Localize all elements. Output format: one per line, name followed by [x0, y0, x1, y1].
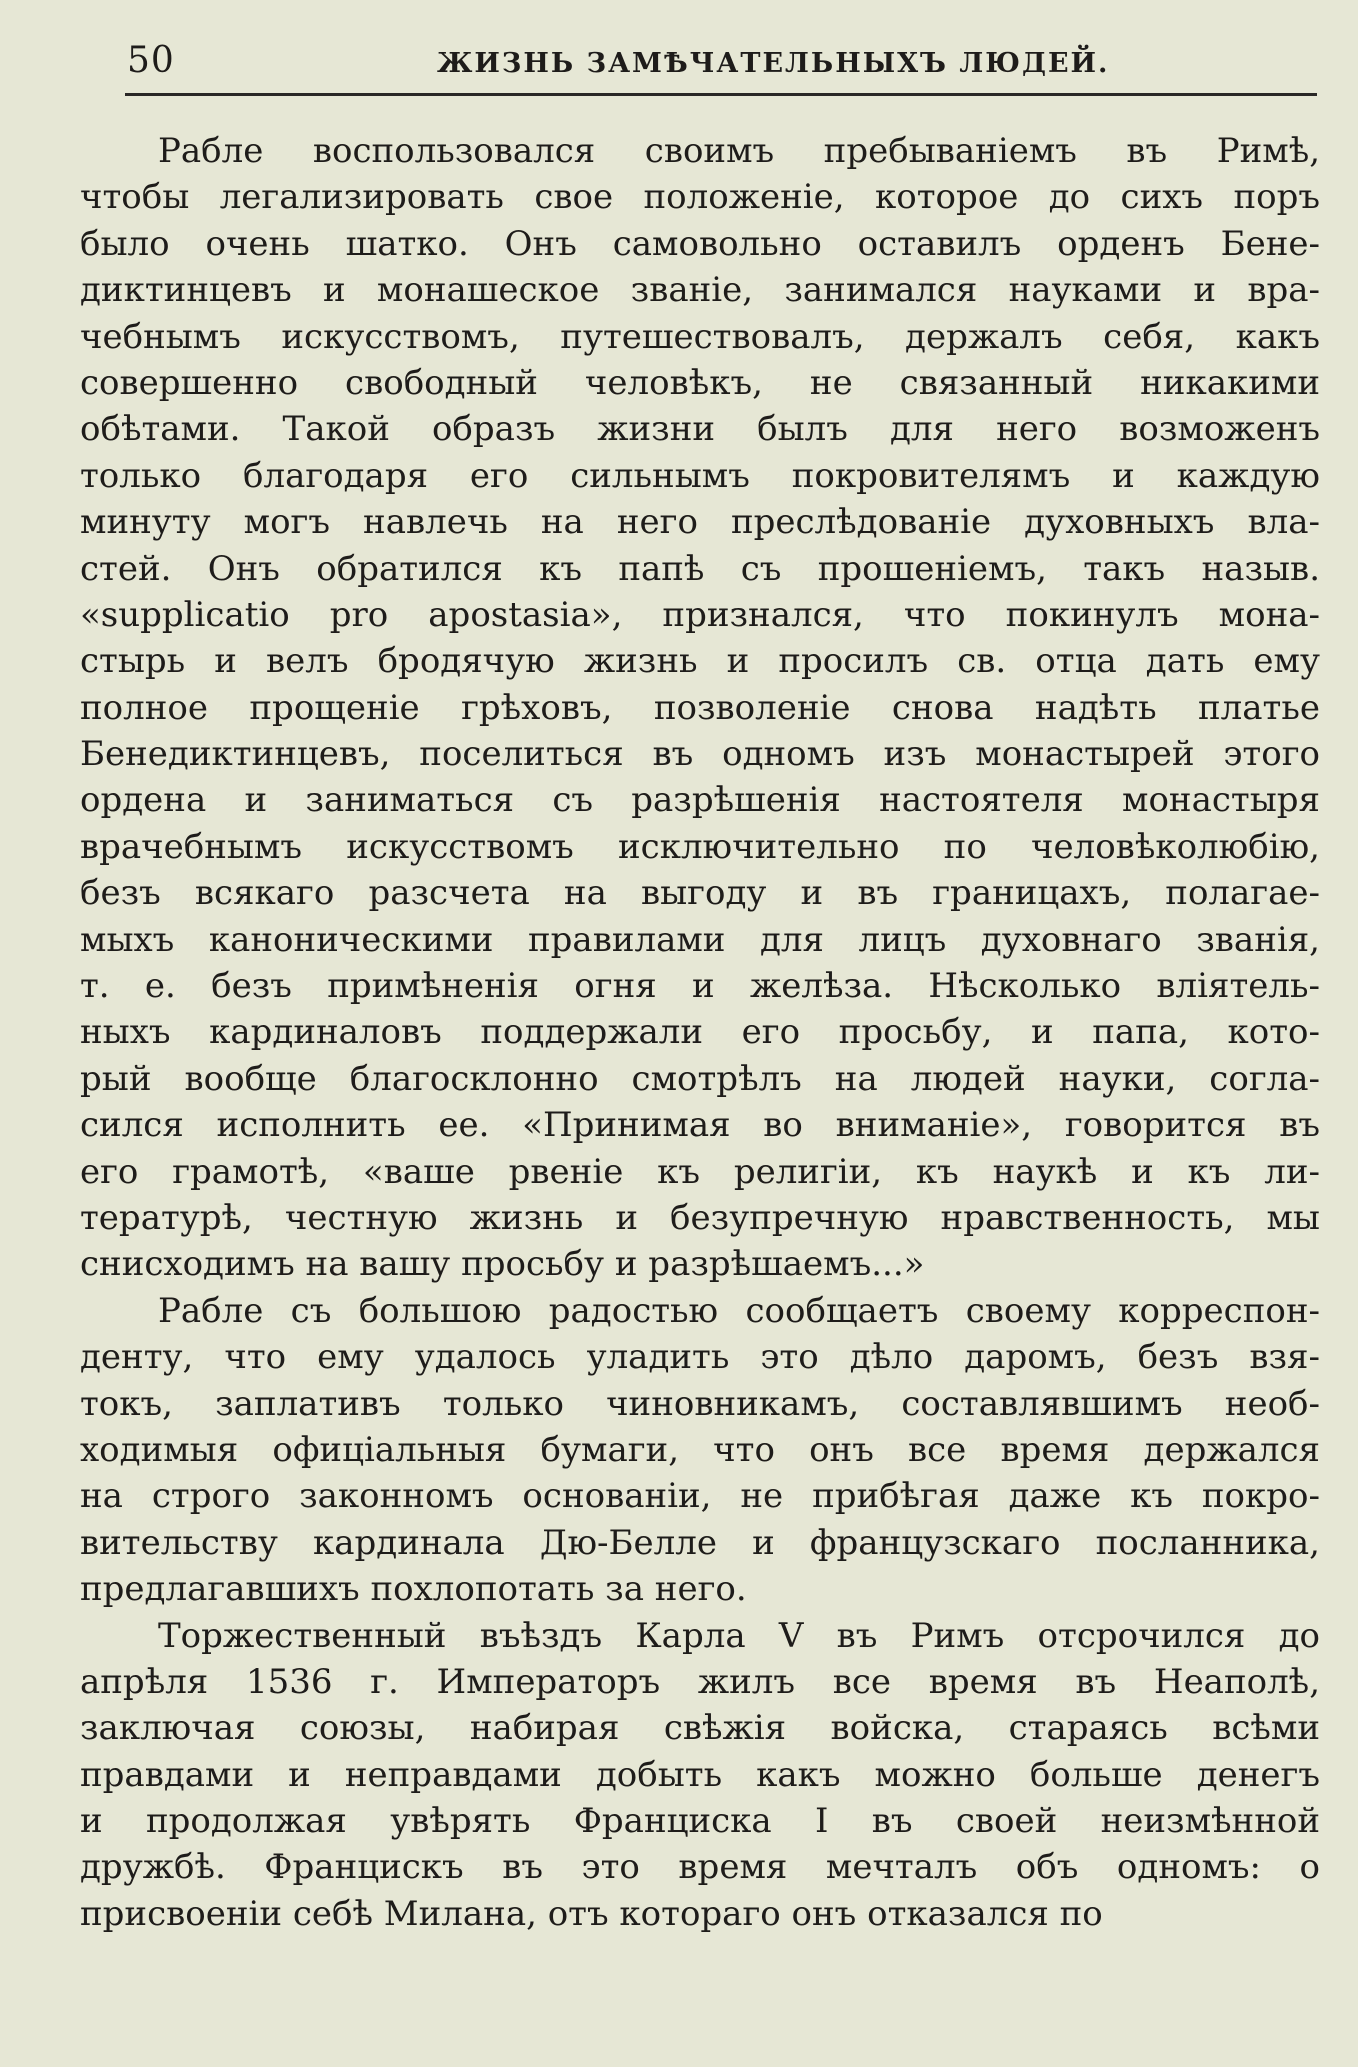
text-line: на строго законномъ основаніи, не прибѣгая даже къ покро-: [80, 1476, 1320, 1517]
text-line: дружбѣ. Францискъ въ это время мечталъ объ одномъ: о: [80, 1847, 1320, 1888]
text-line: чебнымъ искусствомъ, путешествовалъ, держалъ себя, какъ: [80, 316, 1320, 357]
text-line: ордена и заниматься съ разрѣшенія настоятеля монастыря: [80, 780, 1320, 821]
text-line: правдами и неправдами добыть какъ можно больше денегъ: [80, 1754, 1320, 1795]
paragraph: [80, 128, 1320, 1288]
page-header: [125, 32, 1315, 92]
text-line: диктинцевъ и монашеское званіе, занимался науками и вра-: [80, 270, 1320, 311]
page-number: 50: [127, 40, 175, 81]
text-line: предлагавшихъ похлопотать за него.: [80, 1569, 747, 1610]
paragraph: [80, 1613, 1320, 1938]
text-line: Рабле воспользовался своимъ пребываніемъ въ Римѣ,: [158, 131, 1320, 171]
text-line: заключая союзы, набирая свѣжія войска, стараясь всѣми: [80, 1708, 1320, 1749]
text-line: снисходимъ на вашу просьбу и разрѣшаемъ...»: [80, 1244, 925, 1285]
text-line: мыхъ каноническими правилами для лицъ духовнаго званія,: [80, 919, 1320, 960]
text-line: Рабле съ большою радостью сообщаетъ своему корреспон-: [158, 1290, 1320, 1331]
text-line: полное прощеніе грѣховъ, позволеніе снова надѣть платье: [80, 687, 1320, 728]
text-line: ходимыя офиціальныя бумаги, что онъ все время держался: [80, 1429, 1320, 1470]
text-line: присвоеніи себѣ Милана, отъ котораго онъ отказался по: [80, 1893, 1103, 1934]
text-line: сился исполнить ее. «Принимая во вниманіе», говорится въ: [80, 1105, 1320, 1146]
text-line: его грамотѣ, «ваше рвеніе къ религіи, къ наукѣ и къ ли-: [80, 1151, 1320, 1192]
text-line: вительству кардинала Дю-Белле и французскаго посланника,: [80, 1522, 1320, 1563]
text-line: апрѣля 1536 г. Императоръ жилъ все время въ Неаполѣ,: [80, 1661, 1320, 1702]
paragraph: [80, 1288, 1320, 1613]
text-line: рый вообще благосклонно смотрѣлъ на людей науки, согла-: [80, 1058, 1320, 1099]
text-line: ныхъ кардиналовъ поддержали его просьбу, и папа, кото-: [80, 1012, 1320, 1053]
text-line: минуту могъ навлечь на него преслѣдованіе духовныхъ вла-: [80, 502, 1320, 543]
text-line: безъ всякаго разсчета на выгоду и въ границахъ, полагае-: [80, 873, 1320, 914]
text-line: чтобы легализировать свое положеніе, которое до сихъ поръ: [80, 177, 1320, 218]
text-line: стырь и велъ бродячую жизнь и просилъ св. отца дать ему: [80, 641, 1320, 682]
text-line: Торжественный въѣздъ Карла V въ Римъ отсрочился до: [158, 1615, 1320, 1656]
text-line: тературѣ, честную жизнь и безупречную нравственность, мы: [80, 1197, 1320, 1238]
header-rule: [125, 93, 1317, 96]
text-line: денту, что ему удалось уладить это дѣло даромъ, безъ взя-: [80, 1337, 1320, 1378]
text-line: врачебнымъ искусствомъ исключительно по человѣколюбію,: [80, 826, 1320, 867]
text-line: «supplicatio pro apostasia», признался, что покинулъ мона-: [80, 594, 1320, 635]
text-line: и продолжая увѣрять Франциска I въ своей неизмѣнной: [80, 1801, 1320, 1842]
text-line: было очень шатко. Онъ самовольно оставилъ орденъ Бене-: [80, 223, 1320, 264]
text-line: только благодаря его сильнымъ покровителямъ и каждую: [80, 455, 1320, 496]
text-line: Бенедиктинцевъ, поселиться въ одномъ изъ монастырей этого: [80, 734, 1320, 775]
text-line: обѣтами. Такой образъ жизни былъ для него возможенъ: [80, 409, 1320, 450]
text-line: токъ, заплативъ только чиновникамъ, составлявшимъ необ-: [80, 1383, 1320, 1424]
text-line: стей. Онъ обратился къ папѣ съ прошеніемъ, такъ назыв.: [80, 548, 1320, 589]
running-title: ЖИЗНЬ ЗАМѢЧАТЕЛЬНЫХЪ ЛЮДЕЙ.: [437, 48, 1110, 79]
text-line: т. е. безъ примѣненія огня и желѣза. Нѣсколько вліятель-: [80, 966, 1320, 1007]
body-text: [80, 128, 1320, 1937]
text-line: совершенно свободный человѣкъ, не связанный никакими: [80, 362, 1320, 403]
